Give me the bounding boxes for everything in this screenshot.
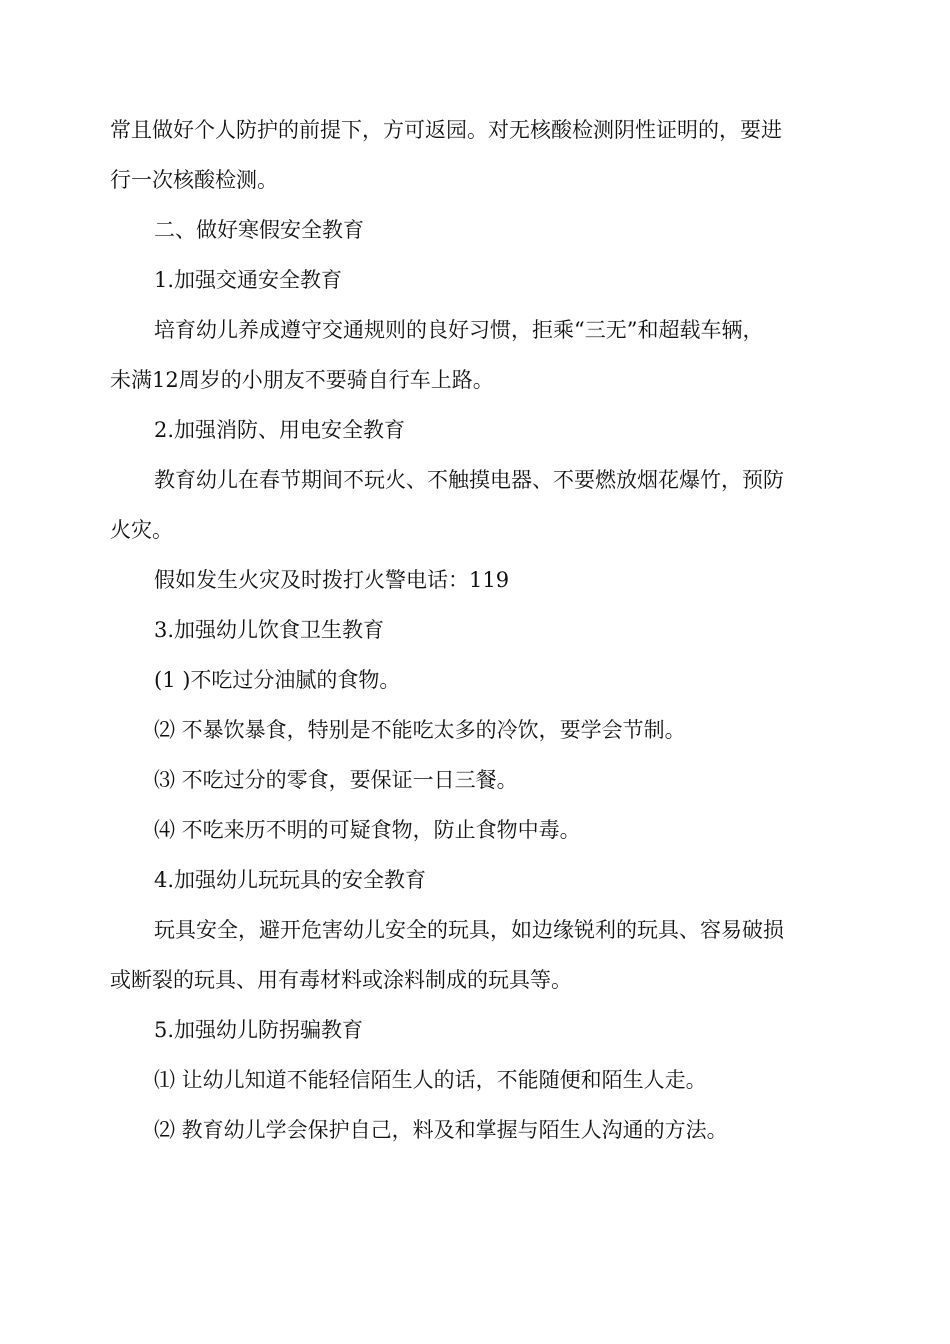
list-item-food-3: ⑶ 不吃过分的零食，要保证一日三餐。 xyxy=(154,768,518,792)
paragraph-fire-phone: 假如发生火灾及时拨打火警电话：119 xyxy=(154,568,510,592)
paragraph-return-policy: 常且做好个人防护的前提下，方可返园。对无核酸检测阴性证明的，要进 xyxy=(110,118,782,142)
paragraph-traffic-cont: 未满12周岁的小朋友不要骑自行车上路。 xyxy=(110,368,494,392)
paragraph-return-policy-cont: 行一次核酸检测。 xyxy=(110,168,278,192)
document-body xyxy=(110,105,850,1155)
subheading-traffic: 1.加强交通安全教育 xyxy=(154,268,343,292)
subheading-abduction: 5.加强幼儿防拐骗教育 xyxy=(154,1018,364,1042)
paragraph-fire-cont: 火灾。 xyxy=(110,518,173,542)
paragraph-toys-cont: 或断裂的玩具、用有毒材料或涂料制成的玩具等。 xyxy=(110,968,572,992)
paragraph-fire: 教育幼儿在春节期间不玩火、不触摸电器、不要燃放烟花爆竹，预防 xyxy=(154,468,784,492)
subheading-fire: 2.加强消防、用电安全教育 xyxy=(154,418,406,442)
subheading-food: 3.加强幼儿饮食卫生教育 xyxy=(154,618,385,642)
list-item-food-1: (1 )不吃过分油腻的食物。 xyxy=(154,668,401,692)
list-item-food-2: ⑵ 不暴饮暴食，特别是不能吃太多的冷饮，要学会节制。 xyxy=(154,718,686,742)
paragraph-toys: 玩具安全，避开危害幼儿安全的玩具，如边缘锐利的玩具、容易破损 xyxy=(154,918,784,942)
subheading-toys: 4.加强幼儿玩玩具的安全教育 xyxy=(154,868,427,892)
section-heading: 二、做好寒假安全教育 xyxy=(154,218,364,242)
list-item-food-4: ⑷ 不吃来历不明的可疑食物，防止食物中毒。 xyxy=(154,818,581,842)
list-item-abduction-2: ⑵ 教育幼儿学会保护自己，料及和掌握与陌生人沟通的方法。 xyxy=(154,1118,728,1142)
paragraph-traffic: 培育幼儿养成遵守交通规则的良好习惯，拒乘“三无”和超载车辆， xyxy=(154,318,764,342)
list-item-abduction-1: ⑴ 让幼儿知道不能轻信陌生人的话，不能随便和陌生人走。 xyxy=(154,1068,707,1092)
